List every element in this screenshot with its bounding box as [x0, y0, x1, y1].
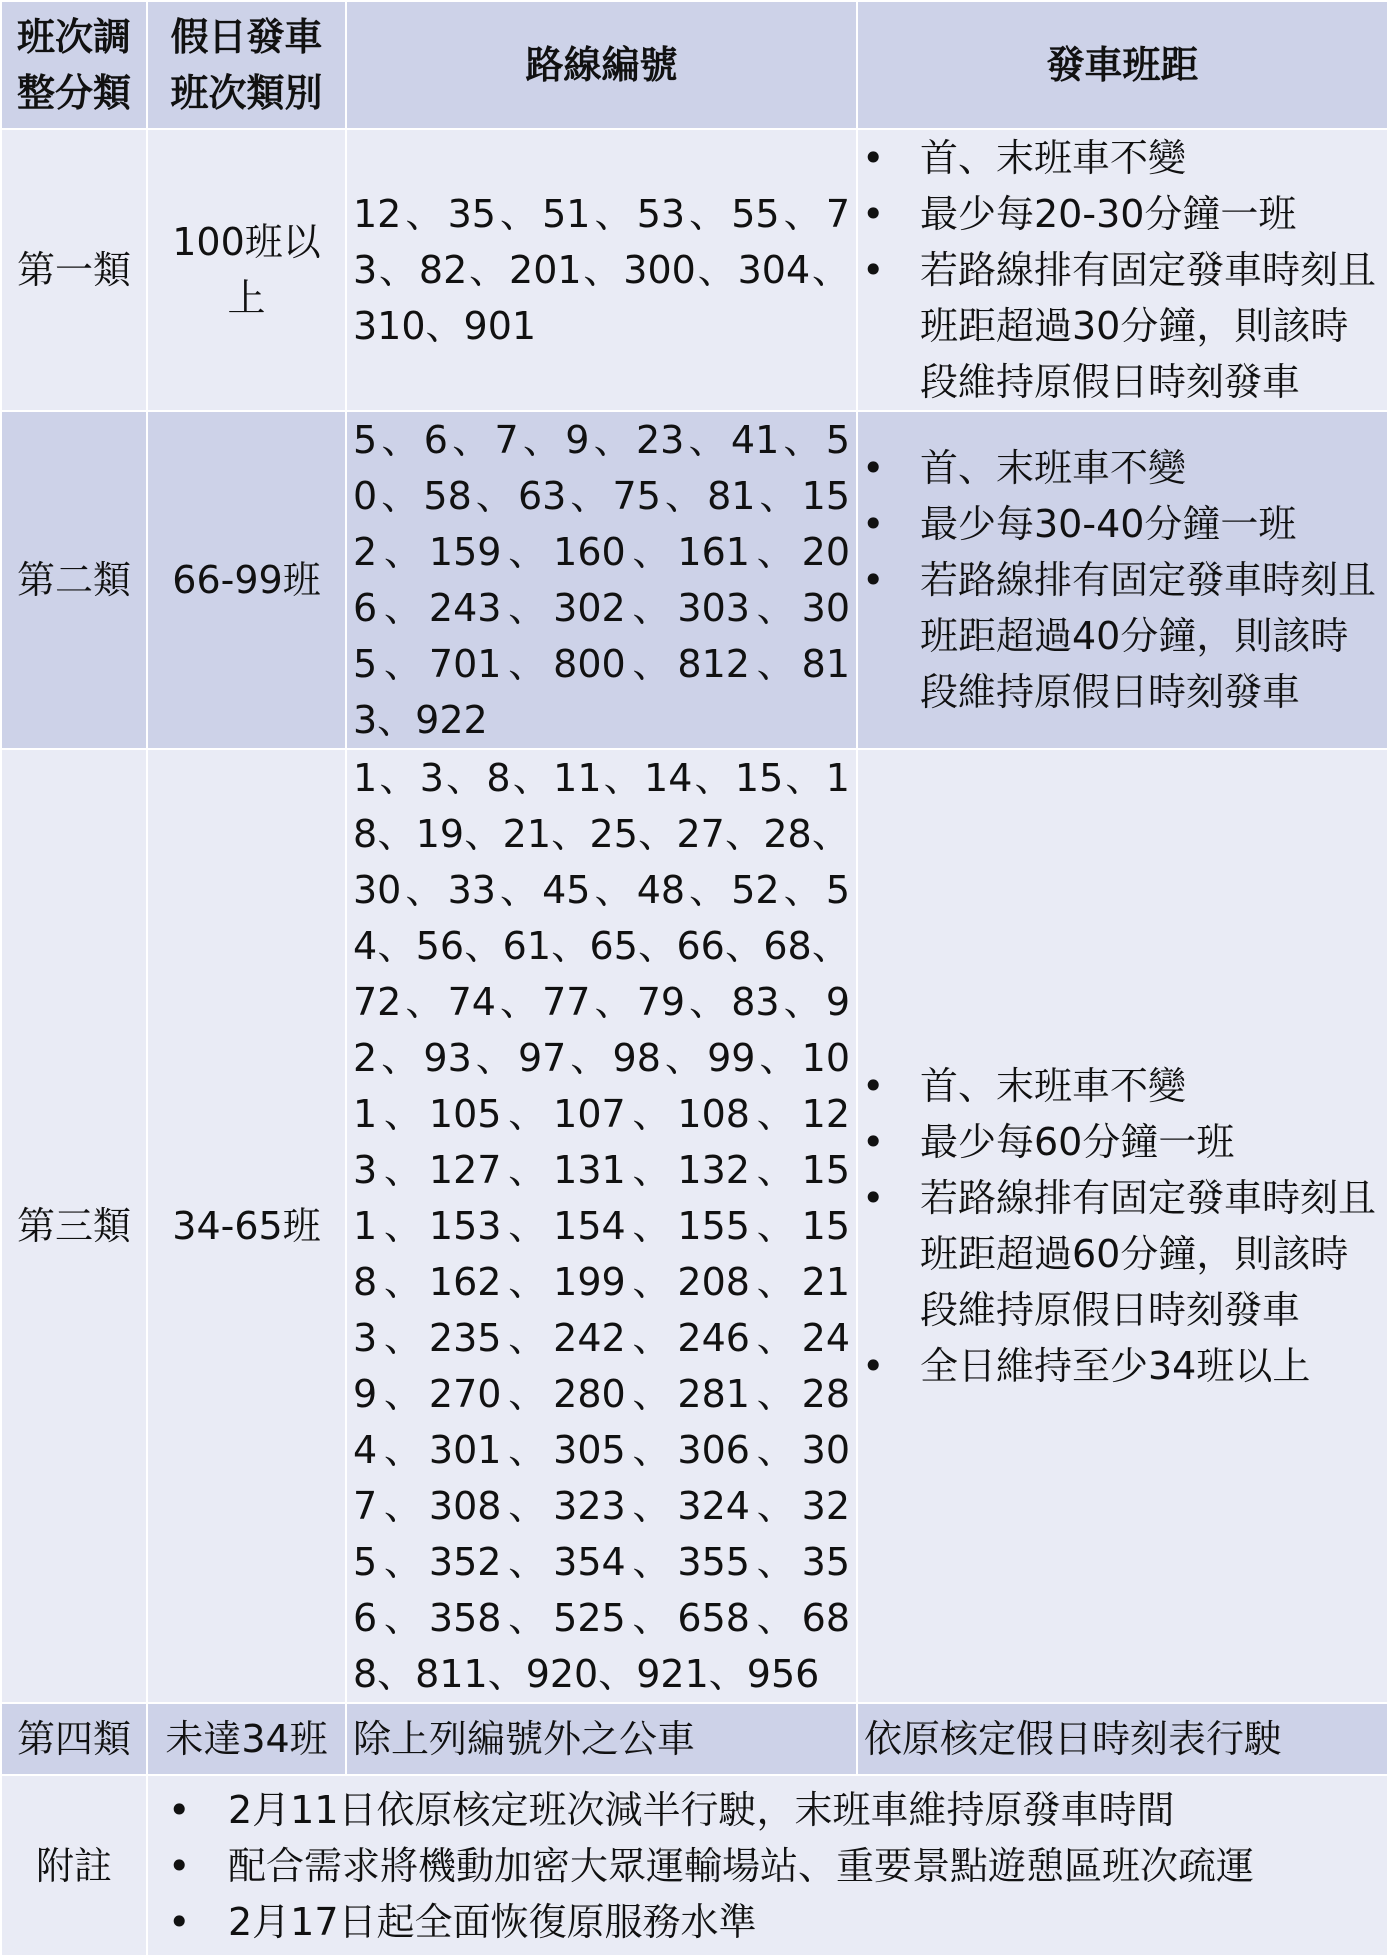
rule-item: • 全日維持至少34班以上 — [858, 1338, 1385, 1394]
row-routes: 除上列編號外之公車 — [346, 1703, 857, 1775]
row-category: 第二類 — [1, 411, 147, 749]
table-row — [1, 411, 1387, 749]
table-row — [1, 129, 1387, 411]
row-trips: 100班以上 — [147, 129, 346, 411]
header-trips: 假日發車班次類別 — [147, 1, 346, 129]
row-trips: 未達34班 — [147, 1703, 346, 1775]
rule-item: • 若路線排有固定發車時刻且班距超過40分鐘，則該時段維持原假日時刻發車 — [858, 552, 1385, 720]
row-rules: 依原核定假日時刻表行駛 — [857, 1703, 1387, 1775]
header-routes: 路線編號 — [346, 1, 857, 129]
row-category: 第三類 — [1, 749, 147, 1703]
rule-item: • 最少每30-40分鐘一班 — [858, 496, 1385, 552]
header-category: 班次調整分類 — [1, 1, 147, 129]
rule-item: • 首、末班車不變 — [858, 440, 1385, 496]
table-row — [1, 749, 1387, 1703]
note-item: • 配合需求將機動加密大眾運輸場站、重要景點遊憩區班次疏運 — [148, 1838, 1381, 1894]
rule-item: • 若路線排有固定發車時刻且班距超過30分鐘，則該時段維持原假日時刻發車 — [858, 242, 1385, 410]
notes-cell — [147, 1775, 1387, 1956]
note-item: • 2月11日依原核定班次減半行駛，末班車維持原發車時間 — [148, 1782, 1381, 1838]
rule-item: • 首、末班車不變 — [858, 1058, 1385, 1114]
row-trips: 66-99班 — [147, 411, 346, 749]
row-trips: 34-65班 — [147, 749, 346, 1703]
notes-row — [1, 1775, 1387, 1956]
table-row — [1, 1703, 1387, 1775]
row-rules — [857, 411, 1387, 749]
rule-item: • 最少每20-30分鐘一班 — [858, 186, 1385, 242]
row-routes: 12、35、51、53、55、73、82、201、300、304、310、901 — [346, 129, 857, 411]
rule-item: • 首、末班車不變 — [858, 130, 1385, 186]
header-row — [1, 1, 1387, 129]
rule-item: • 若路線排有固定發車時刻且班距超過60分鐘，則該時段維持原假日時刻發車 — [858, 1170, 1385, 1338]
rule-item: • 最少每60分鐘一班 — [858, 1114, 1385, 1170]
header-interval: 發車班距 — [857, 1, 1387, 129]
row-routes: 1、3、8、11、14、15、18、19、21、25、27、28、30、33、45、48、52、54、56、61、65、66、68、72、74、77、79、83、92、93、97、98、99、101、105、107、108、123、127、131、132、151、153、154、155、158、162、199、208、213、235、242、246、249、270、280、281、284、301、305、306、307、308、323、324、325、352、354、355、356、358、525、658、688、811、920、921、956 — [346, 749, 857, 1703]
row-category: 第一類 — [1, 129, 147, 411]
row-routes: 5、6、7、9、23、41、50、58、63、75、81、152、159、160、161、206、243、302、303、305、701、800、812、813、922 — [346, 411, 857, 749]
row-category: 第四類 — [1, 1703, 147, 1775]
row-rules — [857, 129, 1387, 411]
row-rules — [857, 749, 1387, 1703]
notes-label: 附註 — [1, 1775, 147, 1956]
note-item: • 2月17日起全面恢復原服務水準 — [148, 1894, 1381, 1950]
